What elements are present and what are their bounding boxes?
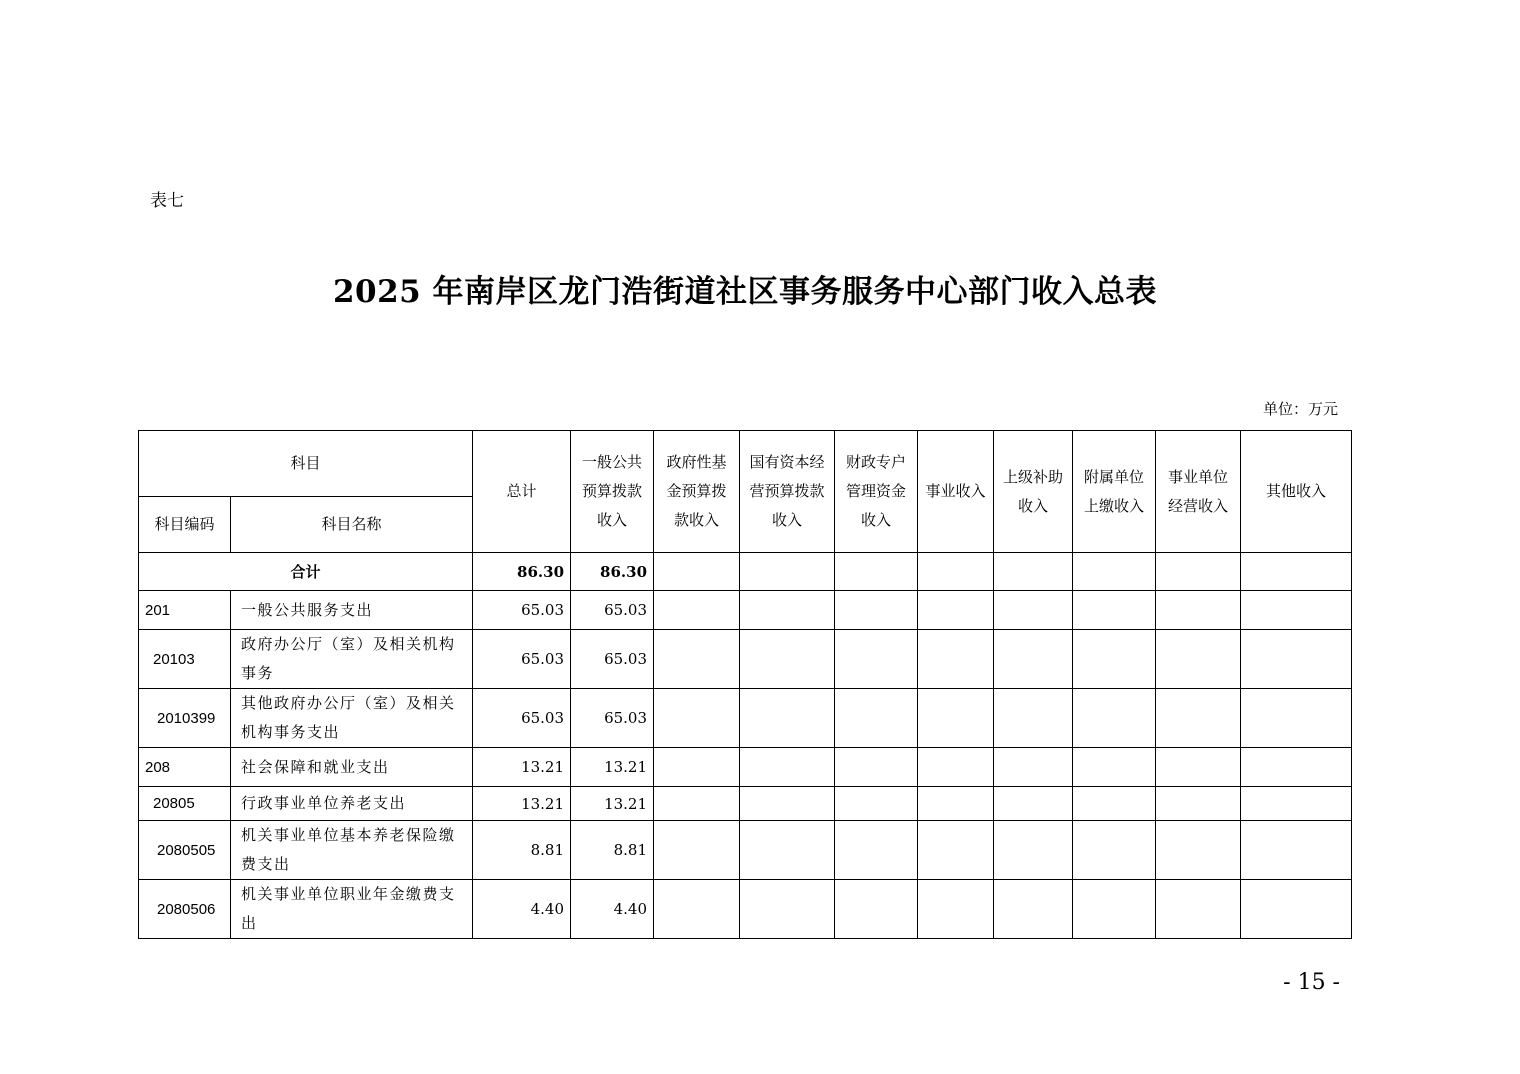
cell-code: 2080505 <box>139 821 231 880</box>
header-state-capital: 国有资本经营预算拨款收入 <box>740 431 835 553</box>
cell-general-budget: 13.21 <box>571 748 654 787</box>
table-row <box>139 630 1352 689</box>
cell-general-budget: 8.81 <box>571 821 654 880</box>
header-business-operating: 事业单位经营收入 <box>1156 431 1241 553</box>
cell-empty <box>1156 821 1241 880</box>
cell-empty <box>1073 689 1156 748</box>
cell-empty <box>918 748 994 787</box>
cell-empty <box>994 787 1073 821</box>
cell-code: 2080506 <box>139 880 231 939</box>
cell-empty <box>918 591 994 630</box>
cell-empty <box>835 821 918 880</box>
cell-empty <box>1073 821 1156 880</box>
cell-total: 13.21 <box>473 787 571 821</box>
cell-empty <box>835 787 918 821</box>
header-business-income: 事业收入 <box>918 431 994 553</box>
table-label: 表七 <box>150 191 184 211</box>
header-gov-fund: 政府性基金预算拨款收入 <box>654 431 740 553</box>
table-row <box>139 821 1352 880</box>
cell-total: 65.03 <box>473 591 571 630</box>
cell-empty <box>918 689 994 748</box>
cell-empty <box>1156 630 1241 689</box>
cell-general-budget: 65.03 <box>571 630 654 689</box>
cell-empty <box>835 880 918 939</box>
cell-total: 65.03 <box>473 689 571 748</box>
cell-empty <box>835 553 918 591</box>
cell-total: 65.03 <box>473 630 571 689</box>
cell-empty <box>918 787 994 821</box>
cell-empty <box>654 553 740 591</box>
cell-code: 20103 <box>139 630 231 689</box>
cell-empty <box>654 787 740 821</box>
cell-empty <box>654 591 740 630</box>
cell-empty <box>654 880 740 939</box>
cell-name: 其他政府办公厅（室）及相关机构事务支出 <box>231 689 473 748</box>
cell-name: 社会保障和就业支出 <box>231 748 473 787</box>
cell-general-budget: 65.03 <box>571 591 654 630</box>
cell-total: 8.81 <box>473 821 571 880</box>
cell-name: 一般公共服务支出 <box>231 591 473 630</box>
table-header-row <box>139 431 1352 497</box>
cell-empty <box>654 821 740 880</box>
cell-empty <box>740 880 835 939</box>
cell-empty <box>918 630 994 689</box>
cell-empty <box>1241 553 1352 591</box>
cell-empty <box>835 630 918 689</box>
income-summary-table <box>138 430 1352 939</box>
cell-name: 机关事业单位职业年金缴费支出 <box>231 880 473 939</box>
cell-empty <box>740 591 835 630</box>
header-other-income: 其他收入 <box>1241 431 1352 553</box>
cell-name: 机关事业单位基本养老保险缴费支出 <box>231 821 473 880</box>
document-title: 2025 年南岸区龙门浩街道社区事务服务中心部门收入总表 <box>332 274 1158 310</box>
table-row <box>139 689 1352 748</box>
header-general-budget: 一般公共预算拨款收入 <box>571 431 654 553</box>
cell-code: 2010399 <box>139 689 231 748</box>
page-number: - 15 - <box>1283 970 1340 995</box>
cell-empty <box>1156 553 1241 591</box>
cell-empty <box>1156 748 1241 787</box>
cell-empty <box>835 591 918 630</box>
cell-empty <box>835 748 918 787</box>
cell-empty <box>918 880 994 939</box>
cell-name: 行政事业单位养老支出 <box>231 787 473 821</box>
cell-total: 86.30 <box>473 553 571 591</box>
cell-empty <box>994 591 1073 630</box>
cell-empty <box>740 787 835 821</box>
cell-empty <box>1241 630 1352 689</box>
cell-code: 201 <box>139 591 231 630</box>
cell-empty <box>1156 787 1241 821</box>
total-label: 合计 <box>139 553 473 591</box>
cell-empty <box>994 630 1073 689</box>
cell-name: 政府办公厅（室）及相关机构事务 <box>231 630 473 689</box>
header-fiscal-special: 财政专户管理资金收入 <box>835 431 918 553</box>
cell-empty <box>918 553 994 591</box>
cell-general-budget: 65.03 <box>571 689 654 748</box>
cell-empty <box>1073 553 1156 591</box>
cell-empty <box>1241 880 1352 939</box>
cell-empty <box>1241 591 1352 630</box>
total-row <box>139 553 1352 591</box>
table-row <box>139 880 1352 939</box>
cell-empty <box>1156 689 1241 748</box>
cell-code: 20805 <box>139 787 231 821</box>
table-row <box>139 787 1352 821</box>
cell-empty <box>1073 748 1156 787</box>
cell-empty <box>654 689 740 748</box>
cell-empty <box>1073 630 1156 689</box>
cell-empty <box>1156 880 1241 939</box>
header-subject: 科目 <box>139 431 473 497</box>
cell-empty <box>994 880 1073 939</box>
cell-code: 208 <box>139 748 231 787</box>
cell-empty <box>740 821 835 880</box>
cell-empty <box>918 821 994 880</box>
table-row <box>139 748 1352 787</box>
cell-empty <box>994 553 1073 591</box>
cell-empty <box>740 748 835 787</box>
header-superior-subsidy: 上级补助收入 <box>994 431 1073 553</box>
cell-empty <box>1156 591 1241 630</box>
header-subject-name: 科目名称 <box>231 497 473 553</box>
cell-empty <box>1073 880 1156 939</box>
cell-empty <box>1241 748 1352 787</box>
cell-general-budget: 13.21 <box>571 787 654 821</box>
header-affiliated-payment: 附属单位上缴收入 <box>1073 431 1156 553</box>
cell-empty <box>994 748 1073 787</box>
cell-empty <box>740 689 835 748</box>
cell-empty <box>1073 787 1156 821</box>
cell-empty <box>835 689 918 748</box>
cell-empty <box>1241 787 1352 821</box>
cell-empty <box>994 821 1073 880</box>
cell-total: 13.21 <box>473 748 571 787</box>
unit-label: 单位：万元 <box>1262 400 1338 418</box>
cell-empty <box>1073 591 1156 630</box>
cell-empty <box>654 630 740 689</box>
cell-empty <box>994 689 1073 748</box>
cell-general-budget: 86.30 <box>571 553 654 591</box>
cell-empty <box>1241 821 1352 880</box>
cell-empty <box>1241 689 1352 748</box>
cell-empty <box>740 630 835 689</box>
cell-empty <box>654 748 740 787</box>
table-row <box>139 591 1352 630</box>
header-subject-code: 科目编码 <box>139 497 231 553</box>
cell-total: 4.40 <box>473 880 571 939</box>
cell-general-budget: 4.40 <box>571 880 654 939</box>
header-total: 总计 <box>473 431 571 553</box>
cell-empty <box>740 553 835 591</box>
